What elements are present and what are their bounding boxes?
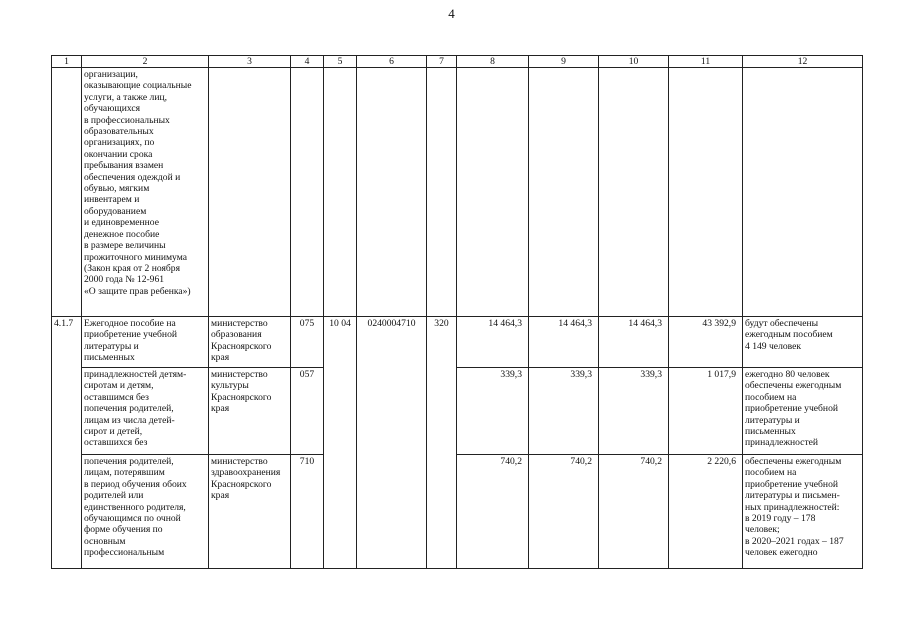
table-row (52, 368, 863, 455)
grbs-code: 710 (291, 455, 324, 569)
column-number: 10 (599, 56, 669, 68)
agency-name: министерство культуры Красноярского края (209, 368, 291, 455)
column-number: 7 (427, 56, 457, 68)
budget-table (51, 55, 863, 569)
amount-2021: 14 464,3 (599, 317, 669, 368)
amount-total: 2 220,6 (669, 455, 743, 569)
amount-2019: 339,3 (457, 368, 529, 455)
item-name-part: Ежегодное пособие на приобретение учебной литературы и письменных (82, 317, 209, 368)
amount-2020: 14 464,3 (529, 317, 599, 368)
column-number: 1 (52, 56, 82, 68)
column-number: 9 (529, 56, 599, 68)
amount-2019: 740,2 (457, 455, 529, 569)
grbs-code: 057 (291, 368, 324, 455)
section-code: 10 04 (324, 317, 357, 569)
amount-2019: 14 464,3 (457, 317, 529, 368)
column-number: 11 (669, 56, 743, 68)
column-number: 6 (357, 56, 427, 68)
item-name-part: попечения родителей, лицам, потерявшим в период обучения обоих родителей или единственного родителя, обучающимся по очной форме обучения по основным профессиональным (82, 455, 209, 569)
expected-result: ежегодно 80 человек обеспечены ежегодным пособием на приобретение учебной литературы и письменных принадлежностей (743, 368, 863, 455)
item-name-part: принадлежностей детям- сиротам и детям, оставшимся без попечения родителей, лицам из числа детей- сирот и детей, оставшихся без (82, 368, 209, 455)
grbs-code: 075 (291, 317, 324, 368)
agency-name: министерство здравоохранения Красноярского края (209, 455, 291, 569)
amount-2020: 339,3 (529, 368, 599, 455)
column-number: 3 (209, 56, 291, 68)
table-row (52, 455, 863, 569)
continuation-text: организации, оказывающие социальные услуги, а также лиц, обучающихся в профессиональных образовательных организациях, по окончании срока пребывания взамен обеспечения одеждой и обувью, мягким инвентарем и оборудованием и единовременное денежное пособие в размере величины прожиточного минимума (Закон края от 2 ноября 2000 года № 12-961 «О защите прав ребенка») (82, 68, 209, 317)
page-number: 4 (448, 6, 455, 21)
target-article-code: 0240004710 (357, 317, 427, 569)
column-number: 5 (324, 56, 357, 68)
table-row (52, 317, 863, 368)
item-number: 4.1.7 (52, 317, 82, 569)
amount-2020: 740,2 (529, 455, 599, 569)
amount-total: 43 392,9 (669, 317, 743, 368)
expense-type-code: 320 (427, 317, 457, 569)
column-number: 4 (291, 56, 324, 68)
column-number: 2 (82, 56, 209, 68)
amount-2021: 740,2 (599, 455, 669, 569)
expected-result: будут обеспечены ежегодным пособием 4 149 человек (743, 317, 863, 368)
agency-name: министерство образования Красноярского края (209, 317, 291, 368)
column-number: 12 (743, 56, 863, 68)
column-number: 8 (457, 56, 529, 68)
continuation-row (52, 68, 863, 317)
expected-result: обеспечены ежегодным пособием на приобретение учебной литературы и письмен- ных принадлежностей: в 2019 году – 178 человек; в 2020–2021 годах – 187 человек ежегодно (743, 455, 863, 569)
amount-2021: 339,3 (599, 368, 669, 455)
amount-total: 1 017,9 (669, 368, 743, 455)
column-number-row (52, 56, 863, 68)
